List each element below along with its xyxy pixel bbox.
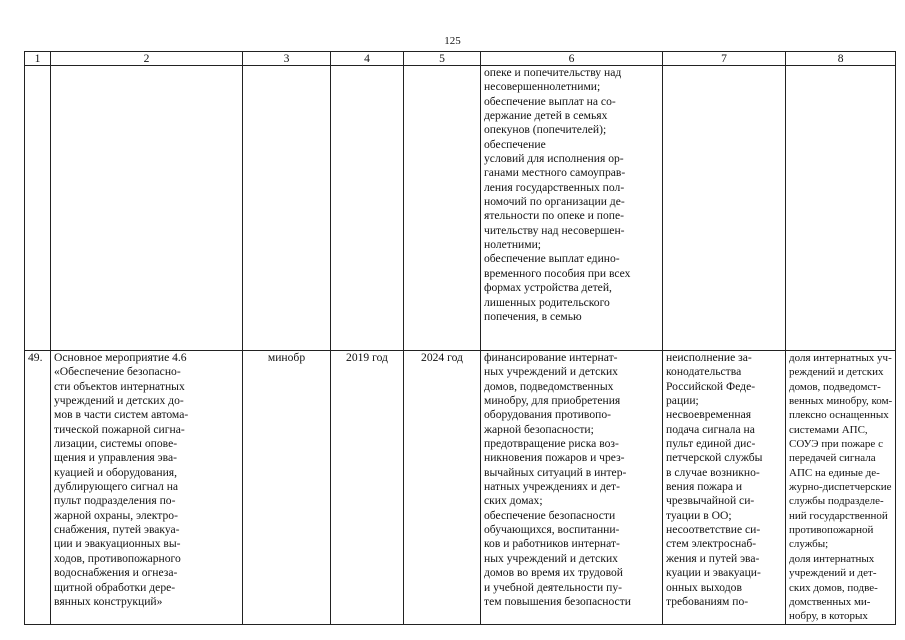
text-line: сти объектов интернатных	[54, 379, 185, 393]
text-line: ных учреждений и детских	[484, 551, 618, 565]
text-line: службы подразделе-	[789, 495, 884, 508]
column-header: 3	[243, 52, 331, 66]
end-year-cell: 2024 год	[404, 351, 481, 625]
text-line: жарной безопасности;	[484, 422, 594, 436]
text-line: обучающихся, воспитанни-	[484, 523, 620, 537]
text-line: лишенных родительского	[484, 295, 610, 309]
text-line: снабжения, путей эвакуа-	[54, 523, 180, 537]
text-line: Основное мероприятие 4.6	[54, 351, 187, 364]
text-line: журно-диспетчерские	[789, 481, 892, 494]
text-line: неисполнение за-	[666, 351, 752, 364]
text-line: обеспечение выплат на со-	[484, 94, 616, 108]
column-header: 1	[25, 52, 51, 66]
text-line: щения и управления эва-	[54, 451, 177, 465]
text-line: требованиям по-	[666, 594, 749, 608]
text-line: домов, подведомственных	[484, 379, 614, 393]
program-table	[24, 51, 896, 625]
text-line: куации и эвакуаци-	[666, 566, 761, 580]
text-line: опеке и попечительству над	[484, 66, 622, 79]
text-line: куацией и оборудования,	[54, 465, 178, 479]
text-line: условий для исполнения ор-	[484, 152, 624, 166]
text-line: вычайных ситуаций в интер-	[484, 465, 627, 479]
column-header: 7	[663, 52, 786, 66]
expected-result-cell	[481, 351, 663, 625]
text-line: номочий по организации де-	[484, 195, 625, 209]
text-line: передачей сигнала	[789, 452, 876, 465]
text-line: дублирующего сигнал на	[54, 480, 179, 494]
text-line: ских домов, подве-	[789, 581, 878, 594]
text-line: подача сигнала на	[666, 422, 755, 436]
text-line: натных учреждениях и дет-	[484, 480, 620, 494]
column-header: 2	[51, 52, 243, 66]
start-year-cell: 2019 год	[331, 351, 404, 625]
consequences-cell	[663, 351, 786, 625]
text-line: вянных конструкций»	[54, 594, 163, 608]
text-line: службы;	[789, 538, 829, 551]
text-line: формах устройства детей,	[484, 281, 612, 295]
text-line: стем электроснаб-	[666, 537, 757, 551]
text-line: чительству над несовершен-	[484, 223, 625, 237]
text-line: учреждений и детских до-	[54, 394, 184, 408]
text-line: петчерской службы	[666, 451, 763, 465]
column-number-row	[25, 52, 896, 66]
text-line: держание детей в семьях	[484, 109, 608, 123]
text-line: конодательства	[666, 365, 742, 379]
text-line: СОУЭ при пожаре с	[789, 438, 883, 451]
text-line: нолетними;	[484, 238, 542, 252]
indicator-link-cell	[786, 351, 896, 625]
text-line: учреждений и дет-	[789, 567, 877, 580]
text-line: тической пожарной сигна-	[54, 422, 185, 436]
text-line: ных учреждений и детских	[484, 365, 618, 379]
text-line: пульт единой дис-	[666, 437, 756, 451]
text-line: опекунов (попечителей);	[484, 123, 607, 137]
text-line: туации в ОО;	[666, 508, 732, 522]
text-line: рации;	[666, 394, 699, 408]
text-line: противопожарной	[789, 524, 874, 537]
text-line: пульт подразделения по-	[54, 494, 176, 508]
end-year-cell	[404, 66, 481, 351]
text-line: ков и работников интернат-	[484, 537, 620, 551]
text-line: несвоевременная	[666, 408, 752, 422]
text-line: плексно оснащенных	[789, 409, 889, 422]
text-line: вения пожара и	[666, 480, 743, 494]
event-name-cell	[51, 351, 243, 625]
executor-cell	[243, 66, 331, 351]
table-row-continued	[25, 66, 896, 351]
text-line: онных выходов	[666, 580, 742, 594]
text-line: ходов, противопожарного	[54, 551, 181, 565]
text-line: АПС на единые де-	[789, 466, 880, 479]
text-line: и учебной деятельности пу-	[484, 580, 623, 594]
text-line: Российской Феде-	[666, 379, 756, 393]
text-line: жарной охраны, электро-	[54, 508, 178, 522]
text-line: предотвращение риска воз-	[484, 437, 619, 451]
text-line: никновения пожаров и чрез-	[484, 451, 625, 465]
text-line: минобру, для приобретения	[484, 394, 621, 408]
text-line: щитной обработки дере-	[54, 580, 176, 594]
text-line: нобру, в которых	[789, 610, 868, 623]
text-line: доля интернатных уч-	[789, 352, 892, 364]
text-line: мов в части систем автома-	[54, 408, 189, 422]
table-row-49	[25, 351, 896, 625]
text-line: домов, подведомст-	[789, 380, 881, 393]
event-name-cell	[51, 66, 243, 351]
text-line: обеспечение безопасности	[484, 508, 616, 522]
text-line: «Обеспечение безопасно-	[54, 365, 181, 379]
executor-cell: минобр	[243, 351, 331, 625]
text-line: домственных ми-	[789, 595, 871, 608]
text-line: ний государственной	[789, 509, 888, 522]
text-line: финансирование интернат-	[484, 351, 618, 364]
indicator-link-cell	[786, 66, 896, 351]
text-line: чрезвычайной си-	[666, 494, 755, 508]
text-line: обеспечение	[484, 137, 546, 151]
text-line: реждений и детских	[789, 366, 884, 379]
text-line: обеспечение выплат едино-	[484, 252, 620, 266]
text-line: попечения, в семью	[484, 309, 582, 323]
text-line: жения и путей эва-	[666, 551, 760, 565]
text-line: несовершеннолетними;	[484, 80, 601, 94]
text-line: временного пособия при всех	[484, 266, 631, 280]
column-header: 4	[331, 52, 404, 66]
row-number-cell	[25, 66, 51, 351]
text-line: тем повышения безопасности	[484, 594, 631, 608]
text-line: ятельности по опеке и попе-	[484, 209, 624, 223]
text-line: системами АПС,	[789, 423, 868, 436]
text-line: ции и эвакуационных вы-	[54, 537, 181, 551]
expected-result-cell	[481, 66, 663, 351]
row-number-cell: 49.	[25, 351, 51, 625]
page-number: 125	[444, 35, 461, 47]
text-line: водоснабжения и огнеза-	[54, 566, 178, 580]
text-line: лизации, системы опове-	[54, 437, 178, 451]
text-line: несоответствие си-	[666, 523, 761, 537]
text-line: ских домах;	[484, 494, 543, 508]
column-header: 6	[481, 52, 663, 66]
text-line: оборудования противопо-	[484, 408, 611, 422]
consequences-cell	[663, 66, 786, 351]
text-line: ганами местного самоуправ-	[484, 166, 626, 180]
text-line: ления государственных пол-	[484, 180, 625, 194]
start-year-cell	[331, 66, 404, 351]
text-line: в случае возникно-	[666, 465, 760, 479]
text-line: венных минобру, ком-	[789, 395, 893, 408]
column-header: 8	[786, 52, 896, 66]
column-header: 5	[404, 52, 481, 66]
text-line: доля интернатных	[789, 552, 875, 565]
text-line: домов во время их трудовой	[484, 566, 623, 580]
